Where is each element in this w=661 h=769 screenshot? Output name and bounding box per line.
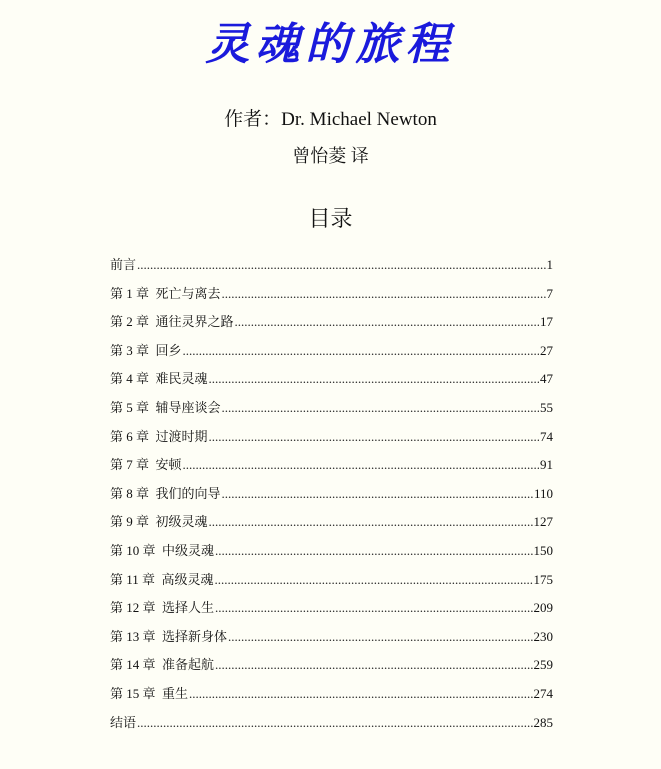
toc-entry[interactable]	[110, 370, 553, 399]
toc-leader	[222, 485, 533, 503]
toc-leader	[228, 628, 532, 646]
toc-chapter: 第 7 章 安顿	[110, 457, 182, 473]
toc-chapter: 第 12 章 选择人生	[110, 600, 215, 616]
toc-entry[interactable]	[110, 628, 553, 657]
toc-entry[interactable]	[110, 456, 553, 485]
translator-line: 曾怡菱 译	[292, 146, 369, 166]
toc-leader	[222, 399, 539, 417]
toc-leader	[222, 285, 546, 303]
toc-page: 127	[533, 514, 553, 530]
toc-page: 209	[533, 600, 553, 616]
toc-entry[interactable]	[110, 428, 553, 457]
author-line: 作者：Dr. Michael Newton	[224, 109, 437, 130]
toc-entry[interactable]	[110, 714, 553, 743]
toc-page: 230	[533, 628, 553, 644]
toc-entry[interactable]	[110, 685, 553, 714]
table-of-contents	[110, 256, 553, 742]
toc-leader	[215, 571, 533, 589]
toc-chapter: 第 3 章 回乡	[110, 342, 182, 358]
toc-page: 47	[540, 371, 553, 387]
toc-chapter: 第 6 章 过渡时期	[110, 428, 208, 444]
toc-page: 150	[533, 542, 553, 558]
toc-entry[interactable]	[110, 485, 553, 514]
toc-page: 259	[533, 657, 553, 673]
toc-leader	[137, 256, 545, 274]
toc-chapter: 前言	[110, 257, 137, 272]
toc-page: 1	[546, 257, 553, 272]
toc-chapter: 第 2 章 通往灵界之路	[110, 314, 234, 330]
toc-chapter: 第 13 章 选择新身体	[110, 628, 228, 644]
toc-leader	[137, 714, 532, 732]
toc-leader	[183, 456, 539, 474]
toc-entry[interactable]	[110, 599, 553, 628]
toc-entry[interactable]	[110, 256, 553, 285]
toc-leader	[209, 370, 539, 388]
toc-entry[interactable]	[110, 513, 553, 542]
toc-entry[interactable]	[110, 342, 553, 371]
toc-chapter: 第 15 章 重生	[110, 685, 189, 701]
toc-chapter: 第 5 章 辅导座谈会	[110, 399, 221, 415]
toc-leader	[215, 656, 532, 674]
toc-leader	[189, 685, 532, 703]
toc-page: 17	[540, 314, 553, 330]
toc-page: 110	[533, 485, 553, 501]
toc-page: 274	[533, 685, 553, 701]
toc-leader	[183, 342, 539, 360]
document-title: 灵魂的旅程	[205, 19, 456, 70]
toc-page: 285	[533, 714, 553, 730]
toc-chapter: 第 9 章 初级灵魂	[110, 514, 208, 530]
toc-entry[interactable]	[110, 313, 553, 342]
toc-leader	[215, 599, 532, 617]
toc-page: 55	[540, 399, 553, 415]
toc-entry[interactable]	[110, 656, 553, 685]
toc-page: 175	[533, 571, 553, 587]
toc-heading: 目录	[308, 207, 353, 232]
toc-leader	[209, 428, 539, 446]
toc-chapter: 第 1 章 死亡与离去	[110, 285, 221, 301]
toc-leader	[215, 542, 532, 560]
toc-page: 27	[540, 342, 553, 358]
toc-chapter: 第 4 章 难民灵魂	[110, 371, 208, 387]
toc-page: 91	[540, 457, 553, 473]
toc-chapter: 第 8 章 我们的向导	[110, 485, 221, 501]
toc-entry[interactable]	[110, 285, 553, 314]
toc-leader	[235, 313, 539, 331]
toc-chapter: 结语	[110, 714, 137, 730]
toc-page: 74	[540, 428, 553, 444]
toc-entry[interactable]	[110, 399, 553, 428]
toc-page: 7	[546, 285, 553, 301]
toc-chapter: 第 11 章 高级灵魂	[110, 571, 214, 587]
toc-entry[interactable]	[110, 542, 553, 571]
toc-entry[interactable]	[110, 571, 553, 600]
toc-chapter: 第 10 章 中级灵魂	[110, 542, 215, 558]
toc-chapter: 第 14 章 准备起航	[110, 657, 215, 673]
toc-leader	[209, 513, 533, 531]
